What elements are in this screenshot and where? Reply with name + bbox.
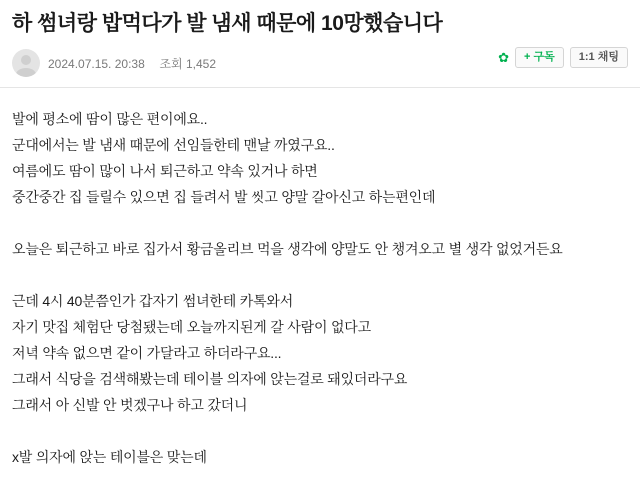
post-paragraph: 여름에도 땀이 많이 나서 퇴근하고 약속 있거나 하면: [12, 163, 318, 180]
post-paragraph: x발 의자에 앉는 테이블은 맞는데: [12, 449, 207, 466]
post-paragraph: 발에 평소에 땀이 많은 편이에요..: [12, 111, 208, 128]
one-on-one-chat-button[interactable]: 1:1 채팅: [570, 47, 628, 68]
channel-controls: [498, 47, 628, 68]
subscribe-button[interactable]: + 구독: [515, 47, 564, 68]
paragraph-spacer: [12, 418, 628, 444]
post-paragraph: 자기 맛집 체험단 당첨됐는데 오늘까지된게 갈 사람이 없다고: [12, 319, 371, 336]
post-meta-text: [48, 55, 216, 72]
post-header: [0, 0, 640, 45]
page-title: 하 썸녀랑 밥먹다가 발 냄새 때문에 10망했습니다: [12, 12, 443, 35]
post-paragraph: 오늘은 퇴근하고 바로 집가서 황금올리브 먹을 생각에 양말도 안 챙겨오고 별 생각 없었거든요: [12, 241, 563, 258]
post-meta-row: [0, 45, 640, 87]
post-paragraph: 저녁 약속 없으면 같이 가달라고 하더라구요...: [12, 345, 282, 362]
post-paragraph: 중간중간 집 들릴수 있으면 집 들려서 발 씻고 양말 갈아신고 하는편인데: [12, 189, 436, 206]
views-label: 조회: [159, 56, 183, 71]
post-date: 2024.07.15. 20:38: [48, 56, 145, 71]
views-count: 1,452: [185, 56, 217, 71]
paragraph-spacer: [12, 210, 628, 236]
post-paragraph: 근데 4시 40분쯤인가 갑자기 썸녀한테 카톡와서: [12, 293, 294, 310]
paragraph-spacer: [12, 262, 628, 288]
post-paragraph: 그래서 식당을 검색해봤는데 테이블 의자에 앉는걸로 돼있더라구요: [12, 371, 408, 388]
leaf-icon: ✿: [498, 50, 510, 66]
post-paragraph: 군대에서는 발 냄새 때문에 선임들한테 맨날 까였구요..: [12, 137, 335, 154]
post-body: [0, 88, 640, 470]
avatar[interactable]: [12, 49, 40, 77]
post-paragraph: 그래서 아 신발 안 벗겠구나 하고 갔더니: [12, 397, 248, 414]
